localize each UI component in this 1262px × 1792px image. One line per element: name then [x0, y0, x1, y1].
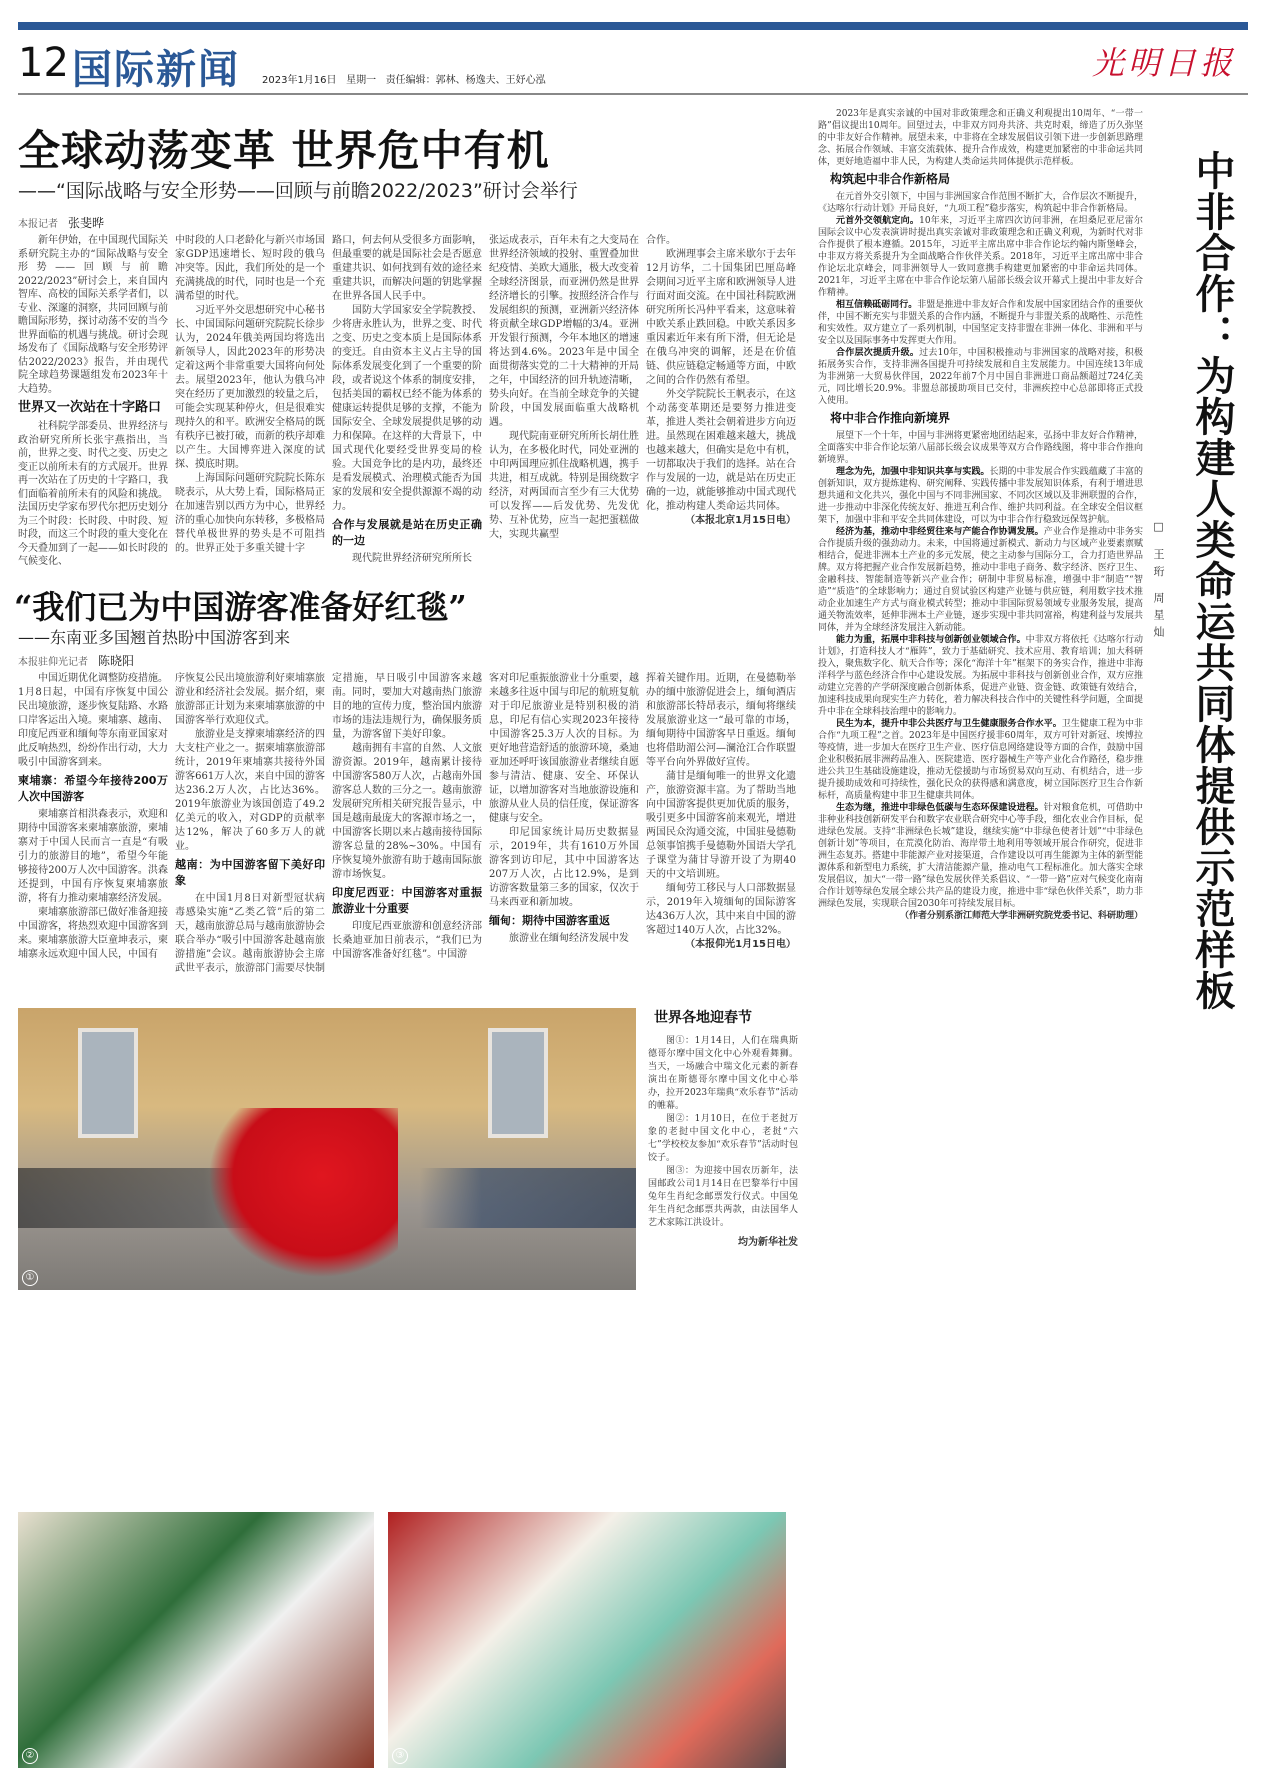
lead-phrase: 生态为继，推进中非绿色低碳与生态环保建设进程。 — [836, 803, 1044, 813]
lead-paragraph — [818, 299, 1143, 347]
photo-dumpling-making — [18, 1512, 374, 1768]
lead-paragraph — [818, 347, 1143, 407]
paragraph: 挥着关键作用。近期，在曼德勒举办的缅中旅游促进会上，缅甸酒店和旅游部长特昂表示，缅甸将继续发展旅游业这一“最可靠的市场，缅甸期待中国游客早日重返。缅甸也将借助湄公河—澜沧江合作联盟等平台向外界做好宣传。 — [646, 673, 796, 768]
author-mark: □ — [1152, 520, 1165, 539]
caption-2: 图②：1月10日，在位于老挝万象的老挝中国文化中心，老挝“六七”学校校友参加“欢乐春节”活动时包饺子。 — [648, 1114, 798, 1163]
article1-column — [489, 234, 639, 542]
paragraph: 习近平外交思想研究中心秘书长、中国国际问题研究院院长徐步认为，2024年俄美两国均将选出新领导人，因此2023年的形势决定着这两个非常重要大国将向何处去。展望2023年，他认为俄乌冲突在经历了更加激烈的较量之后，可能会实现某种停火，但是很难实现持久的和平。欧洲安全格局的既有秩序已被打破，而新的秩序却难以产生。大国博弈进入深度的试探、摸底时期。 — [175, 305, 325, 470]
photo-number-1: ① — [22, 1270, 38, 1286]
lead-phrase: 合作层次提质升级。 — [836, 348, 920, 358]
photo-number-2: ② — [22, 1748, 38, 1764]
article2-subhead: ——东南亚多国翘首热盼中国游客到来 — [18, 628, 291, 647]
article2-column — [489, 672, 639, 946]
dateline — [262, 71, 546, 86]
byline-label: 本报驻仰光记者 — [18, 657, 88, 668]
paragraph-text: 产业合作是推动中非务实合作提质升级的强劲动力。未来，中国将通过新模式、新动力与区域产业要素禀赋相结合，促进非洲本土产业的多元发展，使之主动参与国际分工，合力打造世界品牌。双方将把握产业合作发展新趋势，推动中非电子商务、数字经济、医疗卫生、金融科技、智能制造等新兴产业合作；研制中非贸易标准，增强中非“制造”“智造”“质造”的全球影响力；通过自贸试验区构建产业链与供应链，利用数字技术推动企业加速生产方式与商业模式转型；推动中非国际贸易领域专业服务发展，提高通关物流效率，延伸非洲本土产业链，逐步实现中非共同富裕，构建利益与发展共同体，并为全球经济发展注入新动能。 — [818, 527, 1143, 633]
paragraph: 上海国际问题研究院院长陈东晓表示，从大势上看，国际格局正在加速告别以西方为中心，世界经济的重心加快向东转移，多极格局替代单极世界的势头是不可阻挡的。世界正处于多重关键十字 — [175, 473, 325, 554]
lead-phrase: 理念为先，加强中非知识共享与实践。 — [836, 467, 990, 477]
subsection-heading: 柬埔寨：希望今年接待200万人次中国游客 — [18, 774, 168, 803]
article3-authors — [1150, 520, 1166, 643]
article1-column — [175, 234, 325, 556]
lead-paragraph — [818, 634, 1143, 718]
page-number: 12 — [18, 40, 69, 86]
byline-label: 本报记者 — [18, 219, 58, 230]
caption-1: 图①：1月14日，人们在瑞典斯德哥尔摩中国文化中心外观看舞狮。当天，一场融合中瑞文化元素的新春演出在斯德哥尔摩中国文化中心举办，拉开2023年瑞典“欢乐春节”活动的帷幕。 — [648, 1036, 798, 1111]
section-heading: 构筑起中非合作新格局 — [830, 172, 951, 186]
photo-caption-box — [648, 1012, 798, 1249]
paragraph: 现代院世界经济研究所所长 — [352, 553, 472, 564]
lead-paragraph — [818, 466, 1143, 526]
paragraph: 客对印尼重振旅游业十分重要，越来越多往返中国与印尼的航班复航对于印尼旅游业是特别积极的消息，印尼有信心实现2023年接待中国游客25.3万人次的目标。为更好地营造舒适的旅游环境，桑迪亚加还呼吁该国旅游业者继续自愿参与清洁、健康、安全、环保认证，以增加游客对当地旅游设施和旅游从业人员的信任度，保证游客健康与安全。 — [489, 673, 639, 824]
article1-column — [646, 234, 796, 528]
paragraph: 外交学院院长王帆表示，在这个动荡变革期还是要努力推进变革，推进人类社会朝着进步方向迈进。虽然现在困难越来越大，挑战也越来越大，但确实是危中有机，一切都取决于我们的选择。站在合作与发展的一边，就是站在历史正确的一边，就能够推动中国式现代化，推动构建人类命运共同体。 — [646, 389, 796, 512]
caption-3: 图③：为迎接中国农历新年，法国邮政公司1月14日在巴黎举行中国兔年生肖纪念邮票发行仪式。中国兔年生肖纪念邮票共两款，由法国华人艺术家陈江洪设计。 — [648, 1166, 798, 1228]
article2-byline — [18, 652, 134, 669]
paragraph: 蒲甘是缅甸唯一的世界文化遗产，旅游资源丰富。为了帮助当地向中国游客提供更加优质的服务，吸引更多中国游客前来观光，增进两国民众沟通交流，中国驻曼德勒总领事馆携手曼德勒外国语大学孔子课堂为蒲甘导游开设了为期40天的中文培训班。 — [646, 771, 796, 880]
article1-column — [18, 234, 168, 569]
paragraph: 路口，何去何从受很多方面影响，但最重要的就是国际社会是否愿意重建共识、如何找到有效的途径来重建共识，而解决问题的钥匙掌握在世界各国人民手中。 — [332, 235, 482, 302]
section-heading: 将中非合作推向新境界 — [830, 411, 951, 425]
paragraph: 柬埔寨首相洪森表示，欢迎和期待中国游客来柬埔寨旅游，柬埔寨对于中国人民而言一直是“有吸引力的旅游目的地”，希望今年能够接待200万人次中国游客。洪森还提到，中国有序恢复柬埔寨旅游，将有力推动柬埔寨经济发展。 — [18, 809, 168, 904]
issue-weekday: 星期一 — [346, 75, 377, 86]
paragraph: 旅游业在缅甸经济发展中发 — [509, 933, 629, 944]
paragraph: 旅游业是支撑柬埔寨经济的四大支柱产业之一。据柬埔寨旅游部统计，2019年柬埔寨共接待外国游客661万人次，来自中国的游客达236.2万人次，占比达36%。2019年旅游业为该国创造了49.2亿美元的收入，对GDP的贡献率达12%，解决了60多万人的就业。 — [175, 729, 325, 852]
paragraph: 展望下一个十年，中国与非洲将更紧密地团结起来，弘扬中非友好合作精神，全面落实中非合作论坛第八届部长级会议成果等双方合作路线图，将中非合作推向新境界。 — [818, 431, 1143, 465]
paragraph-text: 针对粮食危机，可借助中非种业科技创新研发平台和数字农业联合研究中心等手段，细化农业合作目标，促进绿色发展。支持“非洲绿色长城”建设，继续实施“中非绿色使者计划”“中非绿色创新计划”等项目，在荒漠化防治、海岸带土地利用等领域开展合作研究，促进非洲生态复苏。搭建中非能源产业对接渠道，合作建设以可再生能源为主体的新型能源体系和新型电力系统，扩大清洁能源产量，推动电气工程标准化。加大落实全球发展倡议，加大“一带一路”绿色发展伙伴关系倡议、“一带一路”应对气候变化南南合作计划等绿色发展全球公共产品的建设力度，推进中非“绿色伙伴关系”，助力非洲绿色发展，实现联合国2030年可持续发展目标。 — [818, 803, 1143, 909]
byline-name: 张斐晔 — [68, 216, 105, 230]
lead-phrase: 能力为重，拓展中非科技与创新创业领域合作。 — [836, 635, 1026, 645]
dateline-signoff: （本报北京1月15日电） — [685, 515, 796, 526]
dateline-signoff: （作者分别系浙江师范大学非洲研究院党委书记、科研助理） — [899, 911, 1143, 921]
editors: 责任编辑：郭林、杨逸夫、王妤心泓 — [385, 75, 546, 86]
lead-phrase: 相互信赖砥砺同行。 — [836, 300, 918, 310]
paragraph: 合作。 — [646, 235, 676, 246]
lead-paragraph — [818, 718, 1143, 802]
issue-date: 2023年1月16日 — [262, 75, 337, 86]
subsection-heading: 缅甸：期待中国游客重返 — [489, 914, 610, 927]
lead-phrase: 民生为本，提升中非公共医疗与卫生健康服务合作水平。 — [836, 719, 1062, 729]
paragraph: 中时段的人口老龄化与新兴市场国家GDP迅速增长、短时段的俄乌冲突等。因此，我们所处的是一个充满挑战的时代，同时也是一个充满希望的时代。 — [175, 235, 325, 302]
article1-subhead: ——“国际战略与安全形势——回顾与前瞻2022/2023”研讨会举行 — [18, 180, 578, 202]
paragraph: 中国近期优化调整防疫措施。1月8日起，中国有序恢复中国公民出境旅游，逐步恢复陆路、水路口岸客运出入境。柬埔寨、越南、印度尼西亚和缅甸等东南亚国家对此反响热烈，纷纷作出行动，大力吸引中国游客到来。 — [18, 673, 168, 768]
paragraph: 社科院学部委员、世界经济与政治研究所所长张宇燕指出，当前，世界之变、时代之变、历史之变正以前所未有的方式展开。世界再一次站在了历史的十字路口，我们面临着前所未有的风险和挑战。法国历史学家布罗代尔把历史划分为三个时段：长时段、中时段、短时段，而这三个时段的重大变化在今天叠加到了一起——如长时段的气候变化、 — [18, 421, 168, 567]
paragraph: 印度尼西亚旅游和创意经济部长桑迪亚加日前表示，“我们已为中国游客准备好红毯”。中国游 — [332, 921, 482, 960]
paragraph: 越南拥有丰富的自然、人文旅游资源。2019年，越南累计接待中国游客580万人次，占越南外国游客总人数的三分之一。越南旅游发展研究所相关研究报告显示，中国是越南最庞大的客源市场之一，中国游客长期以来占越南接待国际游客总量的28%~30%。中国有序恢复境外旅游有助于越南国际旅游市场恢复。 — [332, 743, 482, 880]
section-heading: 世界又一次站在十字路口 — [18, 400, 162, 415]
photo-credit: 均为新华社发 — [738, 1237, 798, 1248]
lead-paragraph — [818, 215, 1143, 299]
window-decor — [78, 1028, 138, 1138]
paragraph: 在中国1月8日对新型冠状病毒感染实施“乙类乙管”后的第二天，越南旅游总局与越南旅游协会联合举办“吸引中国游客赴越南旅游措施”会议。越南旅游协会主席武世平表示，旅游部门需要尽快制 — [175, 893, 325, 974]
paragraph: 在元首外交引领下，中国与非洲国家合作范围不断扩大，合作层次不断提升，《达喀尔行动计划》开局良好，“九项工程”稳步落实，构筑起中非合作新格局。 — [818, 192, 1143, 214]
paragraph: 国防大学国家安全学院教授、少将唐永胜认为，世界之变、时代之变、历史之变本质上是国际体系的变迁。自由资本主义占主导的国际体系发展变化到了一个重要的阶段，或者说这个体系的制度安排，包括美国的霸权已经不能为体系的健康运转提供足够的支撑，不能为国际安全、全球发展提供足够的动力和保障。在这样的大背景下，中国式现代化要经受世界变局的检验。大国竞争比的是内功，最终还是看发展模式、治理模式能否为国家的发展和安全提供源源不竭的动力。 — [332, 305, 482, 512]
lead-paragraph — [818, 526, 1143, 634]
paragraph: 印尼国家统计局历史数据显示，2019年，共有1610万外国游客到访印尼，其中中国游客达207万人次，占比12.9%，是到访游客数量第三多的国家，仅次于马来西亚和新加坡。 — [489, 827, 639, 908]
lead-paragraph — [818, 802, 1143, 910]
photo-lion-dance — [18, 1008, 636, 1290]
paragraph-text: 非盟是推进中非友好合作和发展中国家团结合作的重要伙伴，中国不断充实与非盟关系的合作内涵，不断提升与非盟关系的战略性、示范性和实效性。双方建立了一系列机制，中国坚定支持非盟在非洲一体化、非洲和平与安全以及国际事务中发挥更大作用。 — [818, 300, 1143, 346]
article2-column — [175, 672, 325, 976]
byline-name: 陈晓阳 — [98, 654, 135, 668]
paragraph-text: 卫生健康工程为中非合作“九项工程”之首。2023年是中国医疗援非60周年，双方可针对新冠、埃博拉等疫情，进一步加大在医疗卫生产业、医疗信息网络建设等方面的合作，鼓励中国企业积极拓展非洲药品准入、医院建造、医疗器械生产等产业化合作路径，稳步推进公共卫生基础设施建设，推动无偿援助与市场贸易双向互动、有机结合，进一步提升援助成效和可持续性，强化民众的获得感和满意度，树立国际医疗卫生合作新标杆，高质量构建中非卫生健康共同体。 — [818, 719, 1143, 801]
newspaper-logo: 光明日报 — [1091, 44, 1236, 82]
article2-column — [18, 672, 168, 962]
article3-body — [818, 108, 1143, 922]
article2-column — [646, 672, 796, 952]
photo-feature-title: 世界各地迎春节 — [654, 1010, 752, 1026]
paragraph: 2023年是真实亲诚的中国对非政策理念和正确义利观提出10周年、“一带一路”倡议提出10周年。回望过去，中非双方同舟共济、共克时艰，缔造了历久弥坚的中非友好合作精神。展望未来，中非将在全球发展倡议引领下进一步创新思路理念、拓展合作领域、丰富交流载体、提升合作成效，构建更加紧密的中非命运共同体，更好地造福中非人民，为构建人类命运共同体提供示范样板。 — [818, 109, 1143, 167]
article1-headline: 全球动荡变革 世界危中有机 — [18, 126, 550, 175]
lead-phrase: 元首外交领航定向。 — [836, 216, 920, 226]
paragraph: 新年伊始，在中国现代国际关系研究院主办的“国际战略与安全形势——回顾与前瞻2022/2023”研讨会上，来自国内智库、高校的国际关系学者们，以专业、深邃的洞察，共同回顾与前瞻国际形势，探讨动荡不安的当今世界面临的机遇与挑战。研讨会现场发布了《国际战略与安全形势评估2022/2023》报告，并由现代院全球趋势课题组发布2023年十大趋势。 — [18, 235, 168, 395]
article2-column — [332, 672, 482, 962]
section-title: 国际新闻 — [72, 46, 240, 93]
article1-column — [332, 234, 482, 566]
author-names: 王珩 周星灿 — [1152, 548, 1165, 643]
paragraph: 定措施，早日吸引中国游客来越南。同时，要加大对越南热门旅游目的地的宣传力度，整治国内旅游市场的违法违规行为，确保服务质量，为游客留下美好印象。 — [332, 673, 482, 740]
paragraph: 欧洲理事会主席米歇尔于去年12月访华，二十国集团巴厘岛峰会期间习近平主席和欧洲领导人进行面对面交流。在中国社科院欧洲研究所所长冯仲平看来，这意味着中欧关系止跌回稳。中欧关系因多重因素近年来有所下滑，但无论是在俄乌冲突的调解，还是在价值链、供应链稳定畅通等方面，中欧之间的合作仍然有希望。 — [646, 249, 796, 386]
photo-number-3: ③ — [392, 1748, 408, 1764]
subsection-heading: 越南：为中国游客留下美好印象 — [175, 858, 325, 887]
photo-rabbit-stamps — [388, 1512, 786, 1768]
red-lion-figure — [208, 1108, 398, 1278]
paragraph: 现代院南亚研究所所长胡仕胜认为，在多极化时代，同处亚洲的中印两国理应抓住战略机遇，携手共进，相互成就。特别是围绕数字经济，对两国而言至少有三大优势可以发挥——后发优势、先发优势、互补优势，应当一起把蛋糕做大，实现共赢型 — [489, 431, 639, 540]
masthead-top-bar — [18, 22, 1248, 30]
lead-phrase: 经济为基，推动中非经贸往来与产能合作协调发展。 — [836, 527, 1044, 537]
paragraph-text: 过去10年，中国积极推动与非洲国家的战略对接，积极拓展务实合作，支持非洲各国提升可持续发展和自主发展能力。中国连续13年成为非洲第一大贸易伙伴国，2022年前7个月中国自非洲进口商品额超过724亿美元，同比增长20.9%。非盟总部援助项目已交付，非洲疾控中心总部即将正式投入使用。 — [818, 348, 1143, 406]
paragraph: 序恢复公民出境旅游利好柬埔寨旅游业和经济社会发展。据介绍，柬旅游部正计划为来柬埔寨旅游的中国游客举行欢迎仪式。 — [175, 673, 325, 726]
subsection-heading: 印度尼西亚：中国游客对重振旅游业十分重要 — [332, 886, 482, 915]
paragraph: 缅甸劳工移民与人口部数据显示，2019年入境缅甸的国际游客达436万人次，其中来自中国的游客超过140万人次，占比32%。 — [646, 883, 796, 936]
article1-byline — [18, 214, 104, 231]
paragraph: 柬埔寨旅游部已做好准备迎接中国游客，将热烈欢迎中国游客到来。柬埔寨旅游大臣童坤表示，柬埔寨永远欢迎中国人民，中国有 — [18, 907, 168, 960]
paragraph-text: 长期的中非发展合作实践蕴藏了丰富的创新知识，双方提炼建构、研究阐释、实践传播中非发展知识体系，有利于增进思想共通和文化共兴，强化中国与不同非洲国家、不同次区域以及非洲联盟的合作，进一步推动中非深化传统友好、推进互利合作、维护共同利益。在全球安全倡议框架下，加强中非和平安全共同体建设，可以为中非合作行稳致远保驾护航。 — [818, 467, 1143, 525]
article2-headline: “我们已为中国游客准备好红毯” — [14, 588, 467, 626]
dateline-signoff: （本报仰光1月15日电） — [685, 939, 796, 950]
paragraph-text: 10年来，习近平主席四次访问非洲，在坦桑尼亚尼雷尔国际会议中心发表演讲时提出真实亲诚对非政策理念和正确义利观，为新时代对非合作提供了根本遵循。2015年，习近平主席出席中非合作论坛约翰内斯堡峰会，中非双方将关系提升为全面战略合作伙伴关系。2018年，习近平主席出席中非合作论坛北京峰会，同非洲领导人一致同意携手构建更加紧密的中非命运共同体。2021年，习近平主席在中非合作论坛第八届部长级会议开幕式上提出中非友好合作精神。 — [818, 216, 1143, 298]
subsection-heading: 合作与发展就是站在历史正确的一边 — [332, 518, 482, 547]
window-decor — [488, 1028, 548, 1138]
paragraph-text: 中非双方将依托《达喀尔行动计划》，打造科技人才“雁阵”，致力于基础研究、技术应用、教育培训；加大科研投入，聚焦数字化、航天合作等；深化“海洋十年”框架下的务实合作，推进中非海洋科学与蓝色经济合作中心建设发展。为拓展中非科技与创新创业合作，双方应推动建立完善的产学研深度融合创新体系，促进产业链、资金链、政策链有效结合，加速科技成果向现实生产力转化，着力解决科技合作中的关键性科学问题，全面提升中非在全球科技治理中的影响力。 — [818, 635, 1143, 717]
masthead-rule — [18, 93, 1248, 95]
paragraph: 张运成表示，百年未有之大变局在世界经济领域的投射、重置叠加世纪疫情、美欧大通胀，极大改变着全球经济图景，而亚洲仍然是世界经济增长的引擎。按照经济合作与发展组织的预测，亚洲新兴经济体将贡献全球GDP增幅的3/4。亚洲开发银行预测，今年本地区的增速将达到4.6%。2023年是中国全面贯彻落实党的二十大精神的开局之年，中国经济的回升轨迹清晰，势头向好。在当前全球竞争的关键阶段，中国发展面临重大战略机遇。 — [489, 235, 639, 428]
article3-vertical-title: 中非合作：为构建人类命运共同体提供示范样板 — [1189, 150, 1236, 1011]
